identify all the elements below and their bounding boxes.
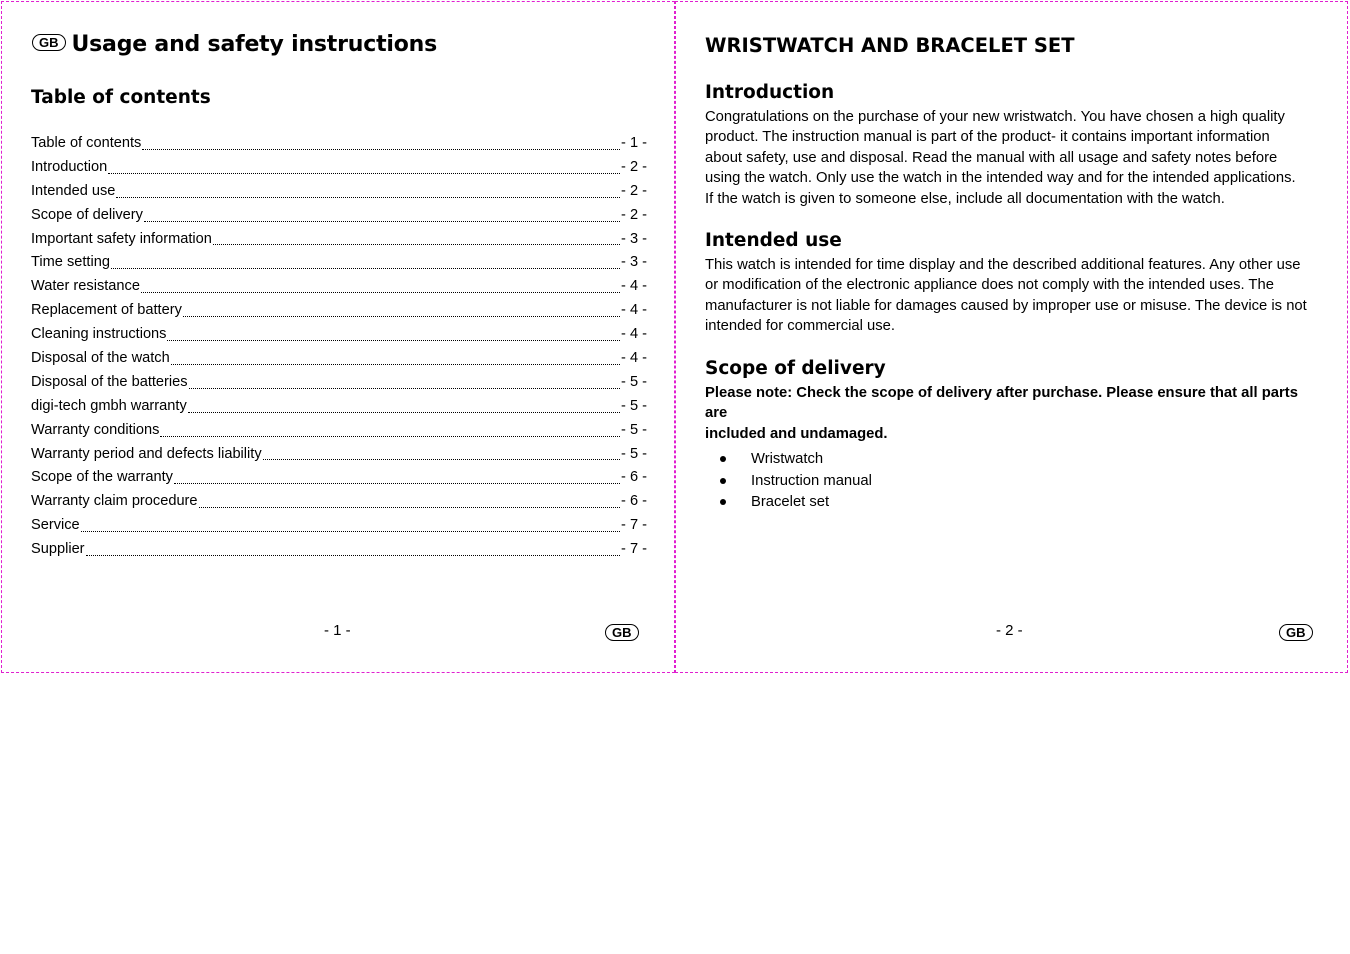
toc-entry-page: - 4 - <box>621 278 647 295</box>
list-item-label: Instruction manual <box>751 472 872 489</box>
toc-leader-dots <box>263 459 620 460</box>
toc-entry-label: Warranty claim procedure <box>31 493 198 510</box>
toc-entry-label: Disposal of the watch <box>31 350 170 367</box>
list-item-label: Wristwatch <box>751 450 824 467</box>
text-line: Congratulations on the purchase of your new wristwatch. You have chosen a high quality <box>705 109 1285 125</box>
toc-entry[interactable] <box>31 135 647 159</box>
toc-entry[interactable] <box>31 278 647 302</box>
page-number: - 2 - <box>996 622 1023 639</box>
text-line: included and undamaged. <box>705 425 888 442</box>
scope-of-delivery-heading: Scope of delivery <box>705 358 886 379</box>
toc-leader-dots <box>174 483 620 484</box>
toc-leader-dots <box>189 388 620 389</box>
introduction-heading: Introduction <box>705 82 835 103</box>
toc-entry-page: - 2 - <box>621 206 647 223</box>
toc-leader-dots <box>144 221 620 222</box>
toc-entry-page: - 4 - <box>621 302 647 319</box>
toc-entry-label: Supplier <box>31 541 85 558</box>
toc-entry[interactable] <box>31 159 647 183</box>
toc-leader-dots <box>183 316 620 317</box>
toc-entry[interactable] <box>31 207 647 231</box>
toc-entry-label: digi-tech gmbh warranty <box>31 397 187 414</box>
toc-entry[interactable] <box>31 517 647 541</box>
toc-entry-page: - 6 - <box>621 469 647 486</box>
toc-entry-label: Table of contents <box>31 135 142 151</box>
intended-use-heading: Intended use <box>705 230 842 251</box>
toc-entry[interactable] <box>31 254 647 278</box>
toc-entry[interactable] <box>31 493 647 517</box>
toc-entry-label: Service <box>31 517 80 534</box>
toc-entry-page: - 3 - <box>621 254 647 271</box>
toc-title: Table of contents <box>31 87 211 108</box>
toc-entry-page: - 5 - <box>621 373 647 390</box>
text-line: If the watch is given to someone else, include all documentation with the watch. <box>705 190 1225 207</box>
text-line: intended for commercial use. <box>705 318 895 335</box>
toc-leader-dots <box>108 173 620 174</box>
text-line: or modification of the electronic appliance does not comply with the intended uses. The <box>705 277 1274 294</box>
list-item <box>705 491 872 513</box>
toc-entry-label: Introduction <box>31 158 108 175</box>
list-item-label: Bracelet set <box>751 494 830 511</box>
toc-entry[interactable] <box>31 398 647 422</box>
text-line: about safety, use and disposal. Read the manual with all usage and safety notes before <box>705 149 1278 166</box>
toc-entry-label: Scope of the warranty <box>31 469 173 486</box>
bullet-icon <box>720 499 726 505</box>
toc-entry-label: Scope of delivery <box>31 206 143 223</box>
gb-footer-badge-icon: GB <box>605 624 639 641</box>
text-line: using the watch. Only use the watch in the intended way and for the intended applications. <box>705 170 1296 187</box>
toc-leader-dots <box>167 340 620 341</box>
left-page <box>1 1 675 673</box>
text-line: product. The instruction manual is part of the product- it contains important information <box>705 129 1270 146</box>
toc-entry-page: - 7 - <box>621 517 647 534</box>
bullet-icon <box>720 456 726 462</box>
toc-entry-page: - 5 - <box>621 421 647 438</box>
toc-leader-dots <box>142 149 620 150</box>
toc-entry-page: - 2 - <box>621 182 647 199</box>
toc-entry-page: - 2 - <box>621 158 647 175</box>
text-line: manufacturer is not liable for damages caused by improper use or misuse. The device is not <box>705 297 1307 314</box>
toc-entry[interactable] <box>31 374 647 398</box>
toc-entry[interactable] <box>31 302 647 326</box>
toc-entry-label: Warranty period and defects liability <box>31 445 262 462</box>
toc-entry-label: Disposal of the batteries <box>31 373 188 390</box>
toc-leader-dots <box>116 197 620 198</box>
toc-entry-page: - 4 - <box>621 326 647 343</box>
intended-use-text <box>705 255 1317 337</box>
toc-entry-label: Intended use <box>31 182 116 199</box>
list-item <box>705 470 872 492</box>
toc-entry[interactable] <box>31 183 647 207</box>
toc-entry-label: Important safety information <box>31 230 212 247</box>
toc-entry[interactable] <box>31 350 647 374</box>
table-of-contents <box>31 135 647 565</box>
toc-entry-page: - 5 - <box>621 445 647 462</box>
page-title: Usage and safety instructions <box>71 32 437 57</box>
toc-entry[interactable] <box>31 231 647 255</box>
toc-leader-dots <box>171 364 620 365</box>
text-line: This watch is intended for time display and the described additional features. Any other use <box>705 257 1301 273</box>
toc-leader-dots <box>141 292 620 293</box>
introduction-text <box>705 107 1317 209</box>
toc-entry-page: - 4 - <box>621 350 647 367</box>
toc-leader-dots <box>86 555 621 556</box>
toc-entry-page: - 6 - <box>621 493 647 510</box>
toc-entry[interactable] <box>31 422 647 446</box>
toc-entry[interactable] <box>31 541 647 565</box>
toc-entry-page: - 3 - <box>621 230 647 247</box>
toc-entry[interactable] <box>31 446 647 470</box>
toc-entry-label: Time setting <box>31 254 110 271</box>
left-page-header <box>32 32 437 57</box>
toc-entry[interactable] <box>31 469 647 493</box>
toc-entry-page: - 1 - <box>621 135 647 151</box>
toc-entry-page: - 7 - <box>621 541 647 558</box>
toc-leader-dots <box>213 244 620 245</box>
page-number: - 1 - <box>324 622 351 639</box>
delivery-items-list <box>705 448 872 513</box>
toc-leader-dots <box>199 507 621 508</box>
toc-leader-dots <box>188 412 620 413</box>
toc-entry-label: Water resistance <box>31 278 140 295</box>
gb-language-badge-icon: GB <box>32 34 66 51</box>
toc-leader-dots <box>160 436 620 437</box>
toc-entry-page: - 5 - <box>621 397 647 414</box>
toc-leader-dots <box>111 268 620 269</box>
toc-leader-dots <box>81 531 620 532</box>
toc-entry-label: Replacement of battery <box>31 302 182 319</box>
toc-entry[interactable] <box>31 326 647 350</box>
right-page <box>675 1 1348 673</box>
toc-entry-label: Warranty conditions <box>31 421 160 438</box>
gb-footer-badge-icon: GB <box>1279 624 1313 641</box>
bullet-icon <box>720 478 726 484</box>
document-title: WRISTWATCH AND BRACELET SET <box>705 34 1075 57</box>
text-line: Please note: Check the scope of delivery after purchase. Please ensure that all parts are <box>705 385 1298 422</box>
scope-note-text <box>705 383 1317 444</box>
toc-entry-label: Cleaning instructions <box>31 326 167 343</box>
list-item <box>705 448 872 470</box>
